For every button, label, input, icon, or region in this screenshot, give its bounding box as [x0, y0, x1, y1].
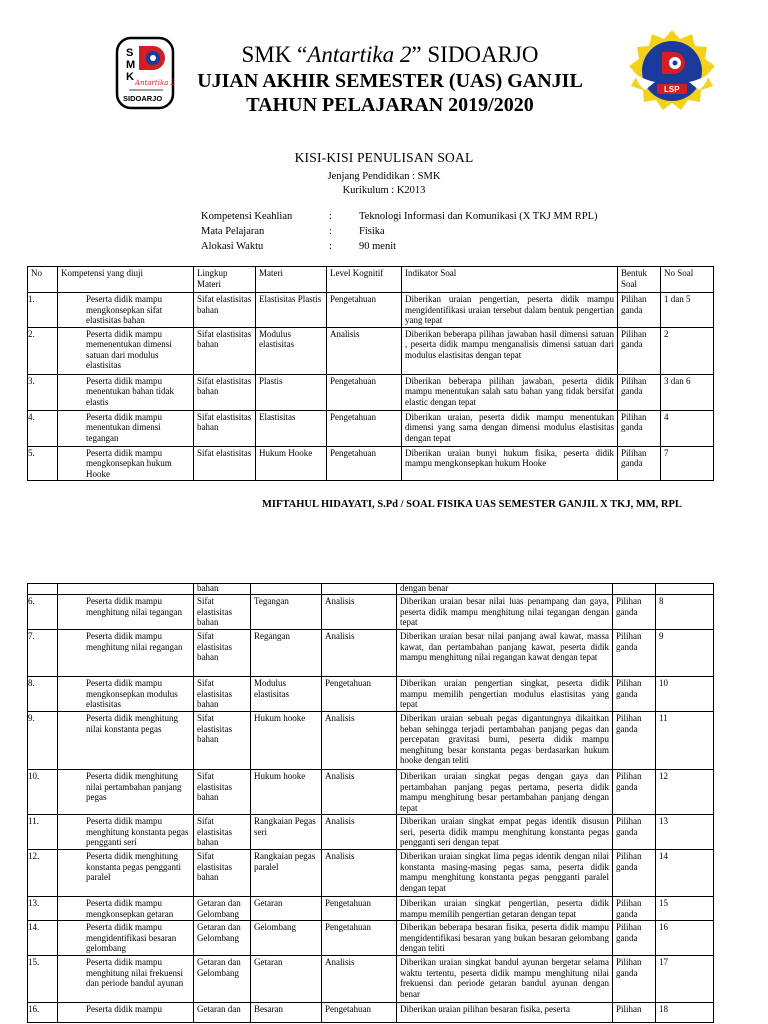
- cell-level: Pengetahuan: [322, 897, 397, 921]
- cell-continued: [656, 584, 714, 595]
- cell-level: Analisis: [322, 850, 397, 897]
- table-row: [28, 677, 714, 712]
- grid-table-page1: [27, 266, 714, 481]
- cell-number: 9: [656, 630, 714, 677]
- cell-material: Besaran: [251, 1003, 322, 1023]
- cell-competency: Peserta didik mampu mengkonsepkan getaran: [58, 897, 194, 921]
- header-scope: Lingkup Materi: [194, 267, 256, 293]
- cell-no: 15.: [28, 956, 58, 1003]
- table-row: [28, 850, 714, 897]
- table-row: [28, 327, 714, 374]
- cell-continued: bahan: [194, 584, 251, 595]
- cell-level: Pengetahuan: [322, 677, 397, 712]
- lsp-logo-right: [627, 28, 717, 118]
- cell-level: Pengetahuan: [327, 410, 402, 446]
- cell-type: Pilihan ganda: [613, 921, 656, 956]
- cell-scope: Sifat elastisitas bahan: [194, 595, 251, 630]
- table-header-row: [28, 267, 714, 293]
- cell-continued: [322, 584, 397, 595]
- cell-type: Pilihan ganda: [613, 770, 656, 815]
- cell-type: Pilihan ganda: [613, 595, 656, 630]
- cell-indicator: Diberikan uraian singkat pegas dengan gaya dan pertambahan panjang pegas pertama, peserta didik mampu menghitung besar pertambahan panjang dengan tepat: [397, 770, 613, 815]
- logo-place: SIDOARJO: [123, 94, 163, 103]
- academic-year: TAHUN PELAJARAN 2019/2020: [246, 94, 534, 116]
- cell-type: Pilihan ganda: [613, 850, 656, 897]
- cell-level: Analisis: [327, 327, 402, 374]
- cell-no: 4.: [28, 410, 58, 446]
- cell-material: Getaran: [251, 897, 322, 921]
- table-row: [28, 921, 714, 956]
- cell-competency: Peserta didik menghitung nilai konstanta pegas: [58, 712, 194, 770]
- cell-no: 8.: [28, 677, 58, 712]
- cell-scope: Sifat elastisitas bahan: [194, 327, 256, 374]
- cell-scope: Sifat elastisitas bahan: [194, 677, 251, 712]
- cell-number: 12: [656, 770, 714, 815]
- cell-material: Gelombang: [251, 921, 322, 956]
- cell-number: 17: [656, 956, 714, 1003]
- cell-indicator: Diberikan beberapa pilihan jawaban hasil dimensi satuan , peserta didik mampu menganalisis dimensi satuan dari modulus elastisitas dengan tepat: [402, 327, 618, 374]
- cell-no: 16.: [28, 1003, 58, 1023]
- table-row: [28, 1003, 714, 1023]
- cell-material: Plastis: [256, 374, 327, 410]
- cell-indicator: Diberikan uraian singkat lima pegas identik dengan nilai konstanta masing-masing pegas sama, peserta didik mampu menghitung konstanta pegas pengganti paralel dengan tepat: [397, 850, 613, 897]
- cell-no: 13.: [28, 897, 58, 921]
- cell-level: Analisis: [322, 712, 397, 770]
- cell-material: Rangkaian pegas paralel: [251, 850, 322, 897]
- cell-level: Pengetahuan: [327, 374, 402, 410]
- cell-number: 18: [656, 1003, 714, 1023]
- cell-number: 11: [656, 712, 714, 770]
- cell-indicator: Diberikan uraian singkat pengertian, peserta didik mampu memilih pengertian getaran dengan tepat: [397, 897, 613, 921]
- cell-continued: [28, 584, 58, 595]
- cell-competency: Peserta didik mampu menghitung konstanta pegas pengganti seri: [58, 815, 194, 850]
- cell-type: Pilihan ganda: [613, 815, 656, 850]
- cell-type: Pilihan: [613, 1003, 656, 1023]
- cell-scope: Sifat elastisitas bahan: [194, 410, 256, 446]
- cell-continued: [251, 584, 322, 595]
- page-footer: MIFTAHUL HIDAYATI, S.Pd / SOAL FISIKA UAS SEMESTER GANJIL X TKJ, MM, RPL: [262, 499, 682, 510]
- cell-competency: Peserta didik mampu menghitung nilai frekuensi dan periode bandul ayunan: [58, 956, 194, 1003]
- header-question-type: Bentuk Soal: [618, 267, 661, 293]
- cell-scope: Sifat elastisitas: [194, 446, 256, 481]
- cell-competency: Peserta didik mampu memenentukan dimensi satuan dari modulus elastisitas: [58, 327, 194, 374]
- table-row: [28, 897, 714, 921]
- header-question-number: No Soal: [661, 267, 714, 293]
- logo-letter-s: S: [126, 47, 134, 59]
- cell-no: 6.: [28, 595, 58, 630]
- cell-material: Modulus elastisitas: [256, 327, 327, 374]
- cell-type: Pilihan ganda: [613, 897, 656, 921]
- cell-number: 16: [656, 921, 714, 956]
- cell-type: Pilihan ganda: [618, 327, 661, 374]
- header-no: No: [28, 267, 58, 293]
- cell-number: 10: [656, 677, 714, 712]
- school-logo-left: [115, 36, 175, 110]
- cell-indicator: Diberikan uraian bunyi hukum fisika, peserta didik mampu mengkonsepkan hukum Hooke: [402, 446, 618, 481]
- cell-type: Pilihan ganda: [613, 677, 656, 712]
- cell-scope: Getaran dan Gelombang: [194, 921, 251, 956]
- cell-scope: Getaran dan Gelombang: [194, 956, 251, 1003]
- cell-indicator: Diberikan uraian pengertian singkat, peserta didik mampu memilih pengertian modulus elastisitas yang tepat: [397, 677, 613, 712]
- cell-indicator: Diberikan uraian singkat bandul ayunan bergetar selama waktu tertentu, peserta didik mampu menghitung nilai frekuensi dan periode getaran bandul ayunan dengan benar: [397, 956, 613, 1003]
- cell-indicator: Diberikan uraian besar nilai panjang awal kawat, massa kawat, dan pertambahan panjang kawat, peserta didik mampu menghitung nilai regangan kawat dengan tepat: [397, 630, 613, 677]
- header-indicator: Indikator Soal: [402, 267, 618, 293]
- cell-no: 9.: [28, 712, 58, 770]
- cell-level: Analisis: [322, 770, 397, 815]
- cell-no: 7.: [28, 630, 58, 677]
- cell-competency: Peserta didik mampu menghitung nilai regangan: [58, 630, 194, 677]
- table-row: [28, 374, 714, 410]
- cell-number: 3 dan 6: [661, 374, 714, 410]
- cell-scope: Sifat elastisitas bahan: [194, 293, 256, 328]
- cell-competency: Peserta didik mampu mengkonsepkan hukum Hooke: [58, 446, 194, 481]
- cell-competency: Peserta didik mampu menentukan dimensi tegangan: [58, 410, 194, 446]
- cell-no: 3.: [28, 374, 58, 410]
- cell-material: Hukum Hooke: [256, 446, 327, 481]
- cell-indicator: Diberikan beberapa pilihan jawaban, peserta didik mampu menentukan salah satu bahan yang tidak bersifat elastic dengan tepat: [402, 374, 618, 410]
- cell-competency: Peserta didik menghitung nilai pertambahan panjang pegas: [58, 770, 194, 815]
- cell-scope: Sifat elastisitas bahan: [194, 374, 256, 410]
- cell-material: Modulus elastisitas: [251, 677, 322, 712]
- cell-number: 14: [656, 850, 714, 897]
- cell-type: Pilihan ganda: [618, 374, 661, 410]
- logo-script: Antartika 2: [135, 79, 175, 87]
- cell-number: 1 dan 5: [661, 293, 714, 328]
- exam-title: UJIAN AKHIR SEMESTER (UAS) GANJIL: [197, 70, 583, 92]
- document-title: KISI-KISI PENULISAN SOAL: [294, 150, 474, 165]
- table-row: [28, 595, 714, 630]
- cell-level: Pengetahuan: [327, 293, 402, 328]
- cell-type: Pilihan ganda: [613, 712, 656, 770]
- cell-level: Analisis: [322, 956, 397, 1003]
- cell-continued: [613, 584, 656, 595]
- cell-indicator: Diberikan uraian, peserta didik mampu menentukan dimensi yang sama dengan dimensi modulus elastisitas dengan tepat: [402, 410, 618, 446]
- cell-material: Elastisitas: [256, 410, 327, 446]
- header-competency: Kompetensi yang diuji: [58, 267, 194, 293]
- table-row: [28, 446, 714, 481]
- cell-type: Pilihan ganda: [618, 446, 661, 481]
- cell-no: 14.: [28, 921, 58, 956]
- school-name: SMK “Antartika 2” SIDOARJO: [241, 42, 539, 67]
- cell-type: Pilihan ganda: [613, 630, 656, 677]
- table-row: [28, 293, 714, 328]
- cell-level: Pengetahuan: [327, 446, 402, 481]
- table-row-continued: [28, 584, 714, 595]
- education-level: Jenjang Pendidikan : SMK: [327, 171, 441, 182]
- cell-material: Hukum hooke: [251, 712, 322, 770]
- grid-table-page2: [27, 583, 714, 1023]
- cell-indicator: Diberikan uraian besar nilai luas penampang dan gaya, peserta didik mampu menghitung nilai tegangan dengan tepat: [397, 595, 613, 630]
- cell-type: Pilihan ganda: [613, 956, 656, 1003]
- header-material: Materi: [256, 267, 327, 293]
- cell-material: Hukum hooke: [251, 770, 322, 815]
- curriculum: Kurikulum : K2013: [342, 185, 426, 196]
- cell-level: Analisis: [322, 595, 397, 630]
- header-cognitive-level: Level Kognitif: [327, 267, 402, 293]
- table-row: [28, 630, 714, 677]
- cell-competency: Peserta didik mampu mengkonsepkan sifat elastisitas bahan: [58, 293, 194, 328]
- cell-continued: dengan benar: [397, 584, 613, 595]
- cell-number: 15: [656, 897, 714, 921]
- cell-indicator: Diberikan beberapa besaran fisika, peserta didik mampu mengidentifikasi besaran yang bukan besaran gelombang dengan teliti: [397, 921, 613, 956]
- cell-number: 8: [656, 595, 714, 630]
- cell-indicator: Diberikan uraian pilihan besaran fisika, peserta: [397, 1003, 613, 1023]
- cell-no: 12.: [28, 850, 58, 897]
- cell-no: 1.: [28, 293, 58, 328]
- cell-indicator: Diberikan uraian pengertian, peserta didik mampu mengidentifikasi uraian tersebut dalam bentuk pengertian yang tepat: [402, 293, 618, 328]
- cell-indicator: Diberikan uraian sebuah pegas digantungnya dikaitkan beban sehingga terjadi pertambahan panjang pegas dan percepatan gravitasi bumi, peserta didik mampu menghitung besar konstanta pegas berdasarkan hukum hooke dengan teliti: [397, 712, 613, 770]
- cell-scope: Sifat elastisitas bahan: [194, 850, 251, 897]
- cell-scope: Sifat elastisitas bahan: [194, 770, 251, 815]
- cell-competency: Peserta didik mampu mengidentifikasi besaran gelombang: [58, 921, 194, 956]
- cell-number: 2: [661, 327, 714, 374]
- table-row: [28, 956, 714, 1003]
- cell-type: Pilihan ganda: [618, 410, 661, 446]
- cell-material: Regangan: [251, 630, 322, 677]
- cell-number: 13: [656, 815, 714, 850]
- cell-material: Getaran: [251, 956, 322, 1003]
- table-row: [28, 770, 714, 815]
- cell-level: Analisis: [322, 815, 397, 850]
- cell-no: 11.: [28, 815, 58, 850]
- cell-level: Pengetahuan: [322, 1003, 397, 1023]
- cell-no: 10.: [28, 770, 58, 815]
- cell-level: Analisis: [322, 630, 397, 677]
- cell-type: Pilihan ganda: [618, 293, 661, 328]
- logo-letter-m: M: [126, 59, 136, 71]
- cell-scope: Sifat elastisitas bahan: [194, 630, 251, 677]
- logo-letter-k: K: [126, 71, 134, 83]
- cell-number: 7: [661, 446, 714, 481]
- cell-competency: Peserta didik mampu menentukan bahan tidak elastis: [58, 374, 194, 410]
- cell-scope: Getaran dan Gelombang: [194, 897, 251, 921]
- cell-scope: Getaran dan: [194, 1003, 251, 1023]
- cell-level: Pengetahuan: [322, 921, 397, 956]
- cell-material: Elastisitas Plastis: [256, 293, 327, 328]
- cell-number: 4: [661, 410, 714, 446]
- cell-no: 5.: [28, 446, 58, 481]
- cell-competency: Peserta didik mampu mengkonsepkan modulus elastisitas: [58, 677, 194, 712]
- table-row: [28, 712, 714, 770]
- cell-scope: Sifat elastisitas bahan: [194, 712, 251, 770]
- cell-competency: Peserta didik mampu menghitung nilai tegangan: [58, 595, 194, 630]
- cell-no: 2.: [28, 327, 58, 374]
- cell-scope: Sifat elastisitas bahan: [194, 815, 251, 850]
- lsp-label: LSP: [664, 85, 680, 94]
- cell-competency: Peserta didik mampu: [58, 1003, 194, 1023]
- cell-competency: Peserta didik menghitung konstanta pegas pengganti paralel: [58, 850, 194, 897]
- cell-indicator: Diberikan uraian singkat empat pegas identik disusun seri, peserta didik mampu menghitung konstanta pegas pengganti seri dengan tepat: [397, 815, 613, 850]
- cell-material: Tegangan: [251, 595, 322, 630]
- cell-material: Rangkaian Pegas seri: [251, 815, 322, 850]
- table-row: [28, 410, 714, 446]
- cell-continued: [58, 584, 194, 595]
- table-row: [28, 815, 714, 850]
